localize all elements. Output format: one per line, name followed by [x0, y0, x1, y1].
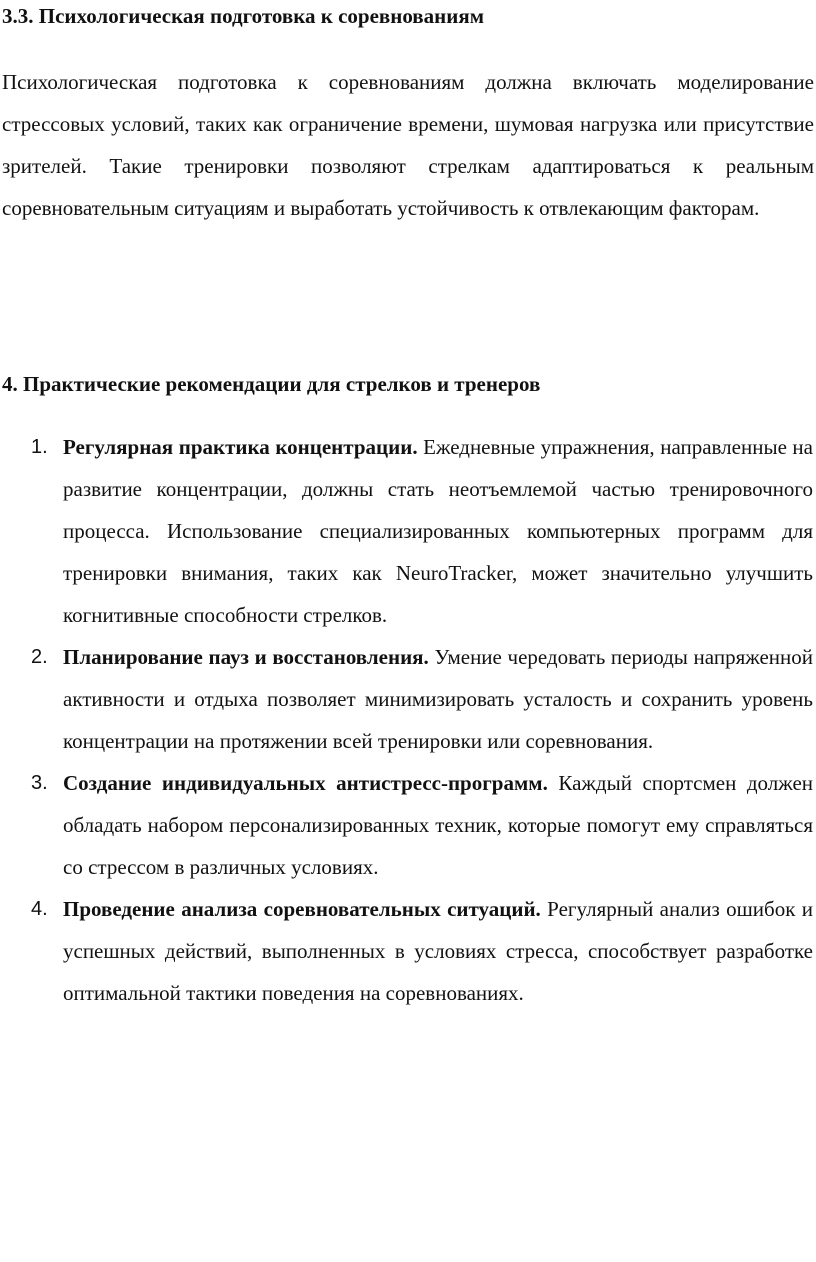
list-item-number: 1.	[31, 436, 48, 458]
list-item-title: Регулярная практика концентрации.	[63, 435, 418, 459]
list-item-number: 2.	[31, 646, 48, 668]
list-item-number: 4.	[31, 898, 48, 920]
list-item-title: Создание индивидуальных антистресс-программ.	[63, 771, 548, 795]
list-item-text: Ежедневные упражнения, направленные на развитие концентрации, должны стать неотъемлемой частью тренировочного процесса. Использование специализированных компьютерных программ для тренировки внимания, таких как NeuroTracker, может значительно улучшить когнитивные способности стрелков.	[63, 435, 813, 627]
list-item-number: 3.	[31, 772, 48, 794]
list-item	[0, 888, 813, 1014]
list-item-text: Регулярный анализ ошибок и успешных действий, выполненных в условиях стресса, способствует разработке оптимальной тактики поведения на соревнованиях.	[63, 897, 813, 1005]
list-item	[0, 636, 813, 762]
list-item-title: Проведение анализа соревновательных ситуаций.	[63, 897, 541, 921]
list-item-text: Умение чередовать периоды напряженной активности и отдыха позволяет минимизировать усталость и сохранить уровень концентрации на протяжении всей тренировки или соревнования.	[63, 645, 813, 753]
recommendations-list	[0, 426, 816, 1014]
section-heading-4: 4. Практические рекомендации для стрелков и тренеров	[2, 372, 541, 396]
section-paragraph: Психологическая подготовка к соревнованиям должна включать моделирование стрессовых условий, таких как ограничение времени, шумовая нагрузка или присутствие зрителей. Такие тренировки позволяют стрелкам адаптироваться к реальным соревновательным ситуациям и выработать устойчивость к отвлекающим факторам.	[2, 70, 814, 220]
list-item	[0, 762, 813, 888]
list-item-title: Планирование пауз и восстановления.	[63, 645, 429, 669]
list-item-text: Каждый спортсмен должен обладать набором персонализированных техник, которые помогут ему справляться со стрессом в различных условиях.	[63, 771, 814, 879]
list-item	[0, 426, 813, 636]
section-heading-3-3: 3.3. Психологическая подготовка к соревнованиям	[2, 4, 485, 28]
